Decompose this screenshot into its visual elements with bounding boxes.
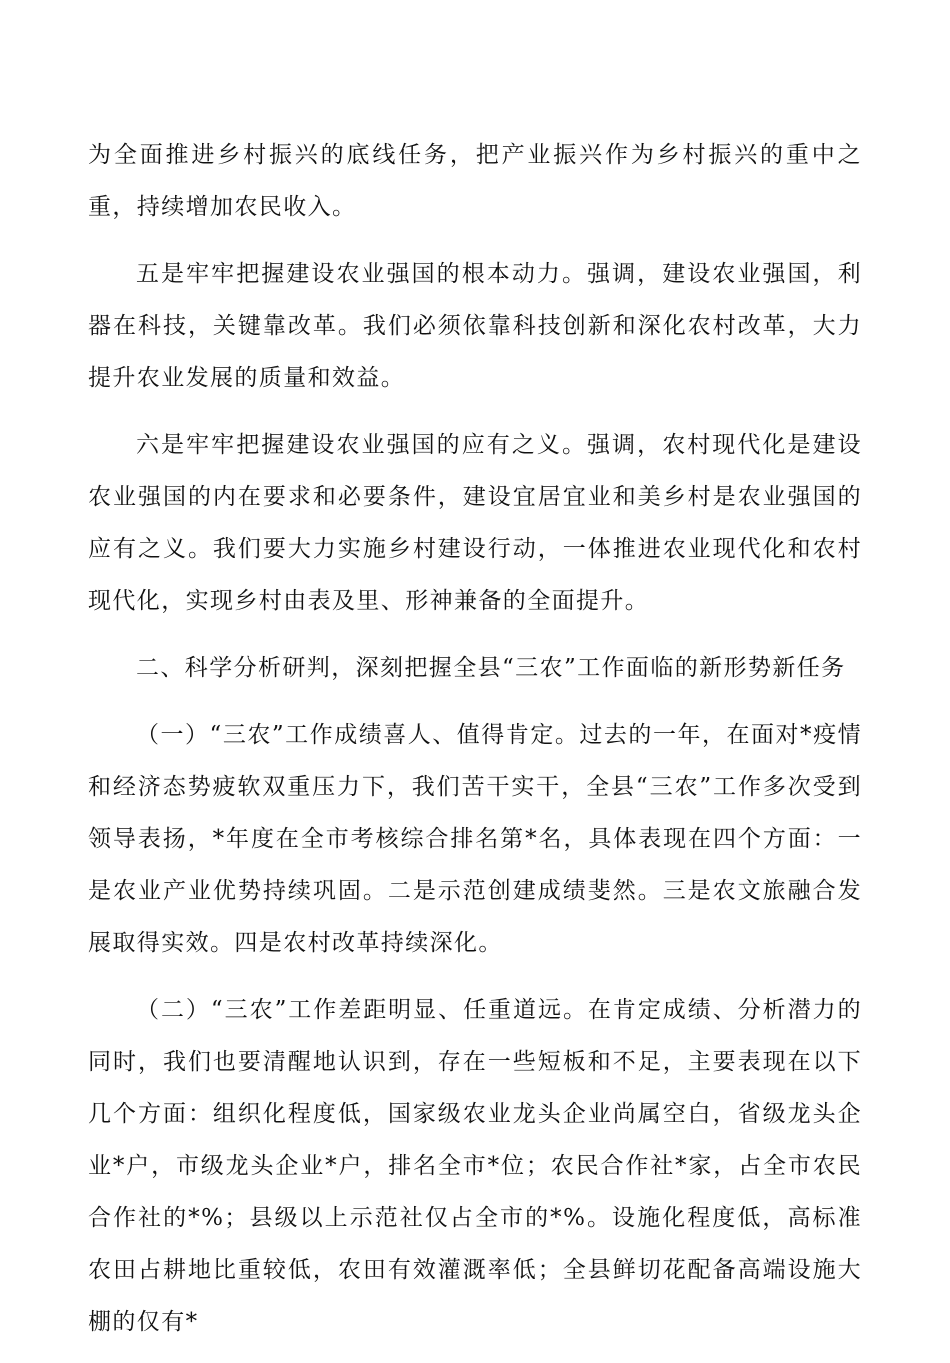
paragraph-5: （二）“三农”工作差距明显、任重道远。在肯定成绩、分析潜力的同时，我们也要清醒地认识到，存在一些短板和不足，主要表现在以下几个方面：组织化程度低，国家级农业龙头企业尚属空白，省级龙头企业*户，市级龙头企业*户，排名全市*位；农民合作社*家，占全市农民合作社的*%；县级以上示范社仅占全市的*%。设施化程度低，高标准农田占耕地比重较低，农田有效灌溉率低；全县鲜切花配备高端设施大棚的仅有*	[88, 997, 862, 1335]
document-body	[88, 129, 862, 1363]
paragraph-3: 六是牢牢把握建设农业强国的应有之义。强调，农村现代化是建设农业强国的内在要求和必要条件，建设宜居宜业和美乡村是农业强国的应有之义。我们要大力实施乡村建设行动，一体推进农业现代化和农村现代化，实现乡村由表及里、形神兼备的全面提升。	[88, 432, 862, 614]
section-heading: 二、科学分析研判，深刻把握全县“三农”工作面临的新形势新任务	[136, 655, 846, 681]
paragraph-4: （一）“三农”工作成绩喜人、值得肯定。过去的一年，在面对*疫情和经济态势疲软双重压力下，我们苦干实干，全县“三农”工作多次受到领导表扬，*年度在全市考核综合排名第*名，具体表现在四个方面：一是农业产业优势持续巩固。二是示范创建成绩斐然。三是农文旅融合发展取得实效。四是农村改革持续深化。	[88, 722, 862, 956]
paragraph-2: 五是牢牢把握建设农业强国的根本动力。强调，建设农业强国，利器在科技，关键靠改革。我们必须依靠科技创新和深化农村改革，大力提升农业发展的质量和效益。	[88, 261, 862, 391]
paragraph-1: 为全面推进乡村振兴的底线任务，把产业振兴作为乡村振兴的重中之重，持续增加农民收入。	[88, 142, 862, 220]
